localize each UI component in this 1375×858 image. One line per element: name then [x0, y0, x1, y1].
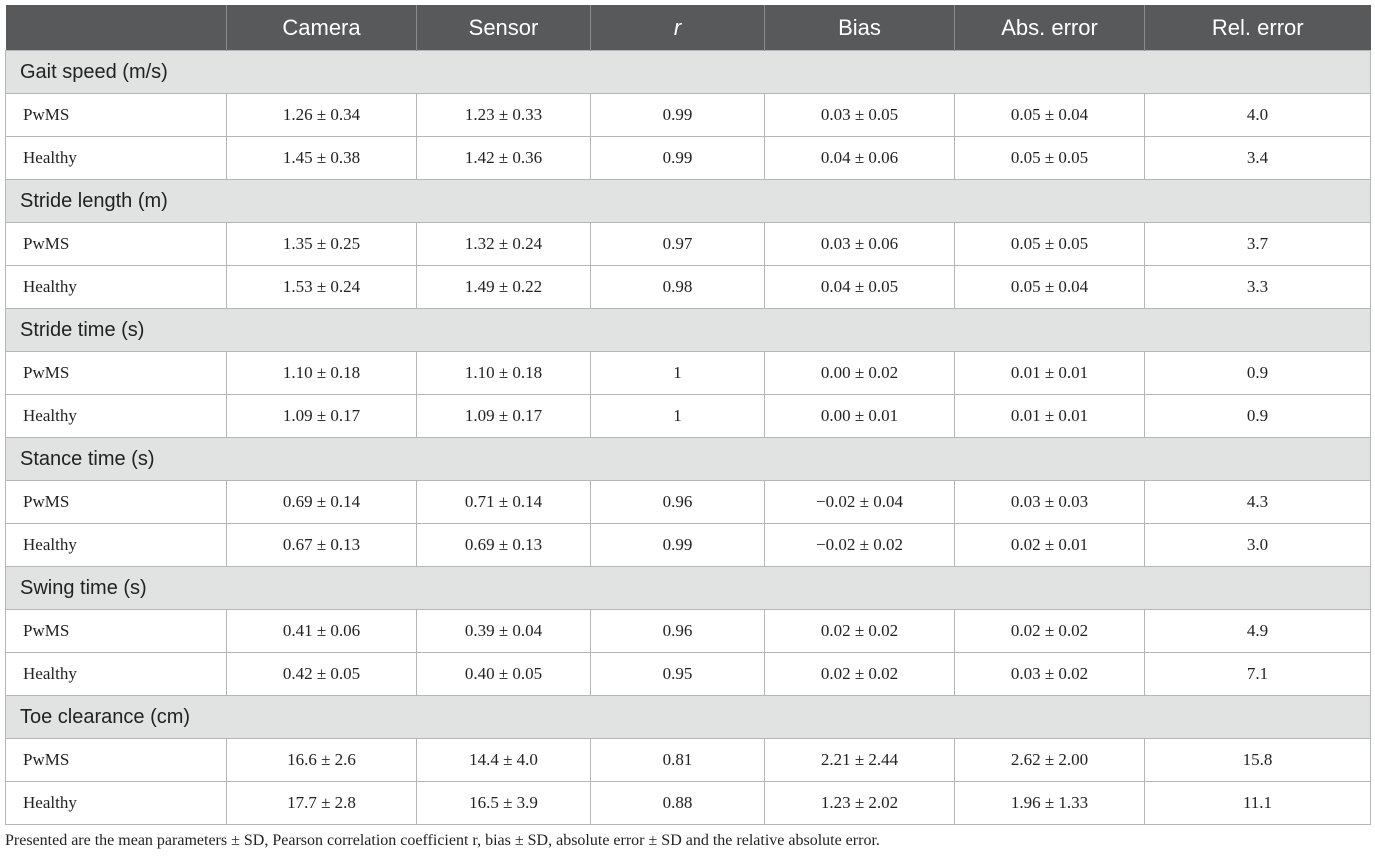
table-cell: 0.99	[591, 524, 765, 567]
table-cell: 0.88	[591, 782, 765, 825]
group-row	[6, 696, 1371, 739]
table-cell: 0.01 ± 0.01	[955, 395, 1145, 438]
header-r: r	[591, 5, 765, 51]
table-cell: 1.42 ± 0.36	[417, 137, 591, 180]
table-cell: 0.67 ± 0.13	[227, 524, 417, 567]
table-cell: 0.99	[591, 94, 765, 137]
table-cell: 16.6 ± 2.6	[227, 739, 417, 782]
table-cell: −0.02 ± 0.02	[765, 524, 955, 567]
table-cell: 3.7	[1145, 223, 1371, 266]
table-cell: 2.21 ± 2.44	[765, 739, 955, 782]
row-label: PwMS	[6, 94, 227, 137]
table-cell: 0.42 ± 0.05	[227, 653, 417, 696]
table-cell: 16.5 ± 3.9	[417, 782, 591, 825]
table-cell: 1.32 ± 0.24	[417, 223, 591, 266]
table-row	[6, 352, 1371, 395]
table-cell: 1.45 ± 0.38	[227, 137, 417, 180]
table-cell: 17.7 ± 2.8	[227, 782, 417, 825]
row-label: PwMS	[6, 739, 227, 782]
group-row	[6, 567, 1371, 610]
row-label: Healthy	[6, 782, 227, 825]
table-cell: 1.10 ± 0.18	[227, 352, 417, 395]
table-cell: 0.02 ± 0.02	[765, 653, 955, 696]
table-cell: 11.1	[1145, 782, 1371, 825]
table-cell: 0.98	[591, 266, 765, 309]
table-cell: 1.09 ± 0.17	[227, 395, 417, 438]
table-cell: 4.3	[1145, 481, 1371, 524]
table-cell: 14.4 ± 4.0	[417, 739, 591, 782]
header-bias: Bias	[765, 5, 955, 51]
table-row	[6, 266, 1371, 309]
table-cell: 1.49 ± 0.22	[417, 266, 591, 309]
table-cell: 0.01 ± 0.01	[955, 352, 1145, 395]
row-label: Healthy	[6, 266, 227, 309]
row-label: PwMS	[6, 352, 227, 395]
table-cell: 0.02 ± 0.02	[765, 610, 955, 653]
table-cell: 0.96	[591, 610, 765, 653]
table-cell: 0.9	[1145, 395, 1371, 438]
table-cell: 0.02 ± 0.01	[955, 524, 1145, 567]
table-cell: −0.02 ± 0.04	[765, 481, 955, 524]
table-cell: 7.1	[1145, 653, 1371, 696]
table-cell: 0.69 ± 0.13	[417, 524, 591, 567]
table-caption: Presented are the mean parameters ± SD, Pearson correlation coefficient r, bias ± SD, absolute error ± SD and the relative absolute error.	[5, 832, 880, 849]
table-cell: 0.03 ± 0.05	[765, 94, 955, 137]
header-empty	[6, 5, 227, 51]
group-row	[6, 438, 1371, 481]
row-label: Healthy	[6, 524, 227, 567]
header-abs-error: Abs. error	[955, 5, 1145, 51]
table-cell: 0.40 ± 0.05	[417, 653, 591, 696]
header-rel-error: Rel. error	[1145, 5, 1371, 51]
table-body	[6, 51, 1371, 825]
table-cell: 0.02 ± 0.02	[955, 610, 1145, 653]
table-cell: 1.53 ± 0.24	[227, 266, 417, 309]
table-cell: 0.00 ± 0.02	[765, 352, 955, 395]
group-title: Stride length (m)	[6, 180, 1371, 223]
table-cell: 0.81	[591, 739, 765, 782]
table-cell: 1.23 ± 2.02	[765, 782, 955, 825]
table-header	[6, 5, 1371, 51]
table-cell: 0.71 ± 0.14	[417, 481, 591, 524]
results-table-container	[5, 5, 1370, 825]
table-cell: 0.03 ± 0.02	[955, 653, 1145, 696]
table-row	[6, 782, 1371, 825]
table-cell: 0.39 ± 0.04	[417, 610, 591, 653]
table-cell: 1	[591, 395, 765, 438]
table-row	[6, 137, 1371, 180]
group-title: Stride time (s)	[6, 309, 1371, 352]
row-label: PwMS	[6, 610, 227, 653]
table-row	[6, 223, 1371, 266]
table-cell: 1.10 ± 0.18	[417, 352, 591, 395]
row-label: PwMS	[6, 223, 227, 266]
table-cell: 0.00 ± 0.01	[765, 395, 955, 438]
group-row	[6, 51, 1371, 94]
row-label: Healthy	[6, 137, 227, 180]
table-cell: 0.05 ± 0.04	[955, 266, 1145, 309]
group-row	[6, 309, 1371, 352]
table-cell: 1	[591, 352, 765, 395]
table-row	[6, 94, 1371, 137]
table-cell: 3.0	[1145, 524, 1371, 567]
group-title: Toe clearance (cm)	[6, 696, 1371, 739]
table-cell: 0.9	[1145, 352, 1371, 395]
group-row	[6, 180, 1371, 223]
table-row	[6, 610, 1371, 653]
table-cell: 1.96 ± 1.33	[955, 782, 1145, 825]
table-cell: 0.41 ± 0.06	[227, 610, 417, 653]
table-cell: 2.62 ± 2.00	[955, 739, 1145, 782]
table-row	[6, 395, 1371, 438]
header-row	[6, 5, 1371, 51]
table-cell: 0.96	[591, 481, 765, 524]
table-cell: 0.05 ± 0.05	[955, 137, 1145, 180]
table-cell: 3.3	[1145, 266, 1371, 309]
group-title: Stance time (s)	[6, 438, 1371, 481]
header-sensor: Sensor	[417, 5, 591, 51]
table-cell: 0.05 ± 0.05	[955, 223, 1145, 266]
table-row	[6, 653, 1371, 696]
table-cell: 0.03 ± 0.06	[765, 223, 955, 266]
group-title: Swing time (s)	[6, 567, 1371, 610]
header-camera: Camera	[227, 5, 417, 51]
table-cell: 1.09 ± 0.17	[417, 395, 591, 438]
table-row	[6, 524, 1371, 567]
table-cell: 0.04 ± 0.06	[765, 137, 955, 180]
table-cell: 4.0	[1145, 94, 1371, 137]
table-cell: 0.95	[591, 653, 765, 696]
table-cell: 1.35 ± 0.25	[227, 223, 417, 266]
table-cell: 0.04 ± 0.05	[765, 266, 955, 309]
table-cell: 1.26 ± 0.34	[227, 94, 417, 137]
results-table	[5, 5, 1371, 825]
table-cell: 15.8	[1145, 739, 1371, 782]
table-cell: 0.03 ± 0.03	[955, 481, 1145, 524]
row-label: Healthy	[6, 395, 227, 438]
table-row	[6, 481, 1371, 524]
table-cell: 0.69 ± 0.14	[227, 481, 417, 524]
table-cell: 0.97	[591, 223, 765, 266]
table-row	[6, 739, 1371, 782]
row-label: Healthy	[6, 653, 227, 696]
table-cell: 0.99	[591, 137, 765, 180]
table-cell: 3.4	[1145, 137, 1371, 180]
row-label: PwMS	[6, 481, 227, 524]
group-title: Gait speed (m/s)	[6, 51, 1371, 94]
table-cell: 0.05 ± 0.04	[955, 94, 1145, 137]
table-cell: 4.9	[1145, 610, 1371, 653]
table-cell: 1.23 ± 0.33	[417, 94, 591, 137]
